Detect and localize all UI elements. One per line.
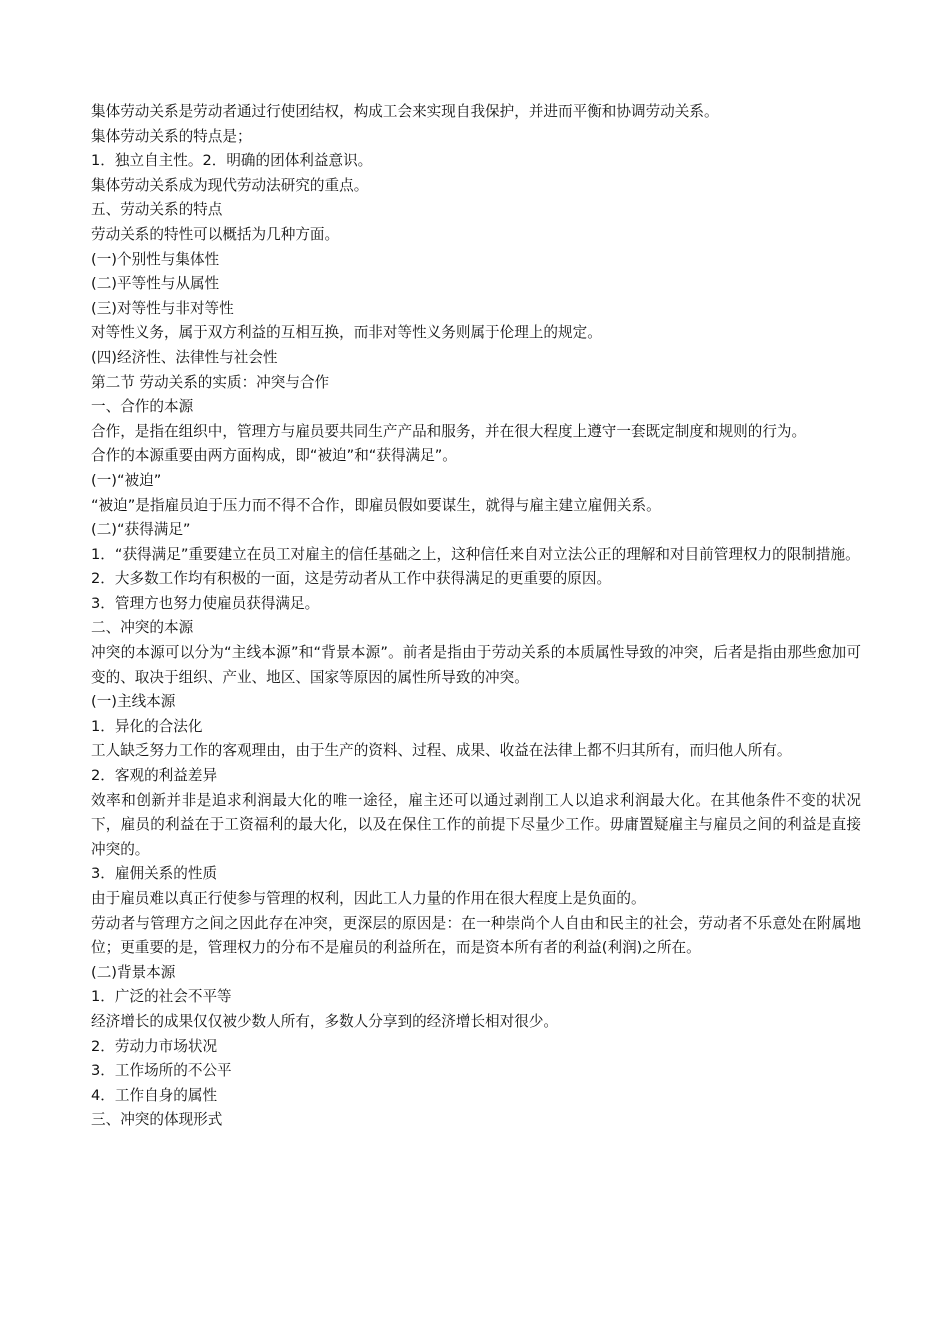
list-item: 2．大多数工作均有积极的一面，这是劳动者从工作中获得满足的更重要的原因。	[91, 570, 612, 588]
list-item: 2．客观的利益差异	[91, 767, 218, 785]
list-item: 2．劳动力市场状况	[91, 1037, 218, 1055]
section-heading: 二、冲突的本源	[91, 619, 194, 637]
list-item: 3．工作场所的不公平	[91, 1062, 232, 1080]
paragraph: 经济增长的成果仅仅被少数人所有，多数人分享到的经济增长相对很少。	[91, 1012, 559, 1030]
chapter-heading: 第二节 劳动关系的实质：冲突与合作	[91, 373, 330, 391]
subheading: (一)个别性与集体性	[91, 250, 220, 268]
list-item: 1．异化的合法化	[91, 717, 203, 735]
section-heading: 五、劳动关系的特点	[91, 201, 223, 219]
paragraph: 集体劳动关系的特点是；	[91, 127, 252, 145]
subheading: (四)经济性、法律性与社会性	[91, 348, 278, 366]
list-item: 3．管理方也努力使雇员获得满足。	[91, 594, 320, 612]
document-body	[91, 100, 861, 1133]
paragraph: 合作，是指在组织中，管理方与雇员要共同生产产品和服务，并在很大程度上遵守一套既定制度和规则的行为。	[91, 422, 807, 440]
paragraph: “被迫”是指雇员迫于压力而不得不合作，即雇员假如要谋生，就得与雇主建立雇佣关系。	[91, 496, 661, 514]
section-heading: 三、冲突的体现形式	[91, 1111, 223, 1129]
subheading: (二)“获得满足”	[91, 521, 191, 539]
paragraph: 工人缺乏努力工作的客观理由，由于生产的资料、过程、成果、收益在法律上都不归其所有，而归他人所有。	[91, 742, 792, 760]
list-item: 1．广泛的社会不平等	[91, 988, 232, 1006]
paragraph: 集体劳动关系成为现代劳动法研究的重点。	[91, 176, 369, 194]
section-heading: 一、合作的本源	[91, 398, 194, 416]
list-item: 4．工作自身的属性	[91, 1086, 218, 1104]
paragraph: 劳动关系的特性可以概括为几种方面。	[91, 225, 340, 243]
list-item: 3．雇佣关系的性质	[91, 865, 218, 883]
paragraph: 集体劳动关系是劳动者通过行使团结权，构成工会来实现自我保护，并进而平衡和协调劳动关系。	[91, 103, 719, 120]
subheading: (三)对等性与非对等性	[91, 299, 234, 317]
subheading: (二)背景本源	[91, 963, 176, 981]
paragraph: 由于雇员难以真正行使参与管理的权利，因此工人力量的作用在很大程度上是负面的。	[91, 890, 646, 907]
subheading: (一)“被迫”	[91, 471, 162, 489]
paragraph: 合作的本源重要由两方面构成，即“被迫”和“获得满足”。	[91, 447, 457, 465]
list-item: 1．独立自主性。2．明确的团体利益意识。	[91, 152, 373, 170]
subheading: (一)主线本源	[91, 693, 176, 711]
subheading: (二)平等性与从属性	[91, 275, 220, 293]
paragraph: 冲突的本源可以分为“主线本源”和“背景本源”。前者是指由于劳动关系的本质属性导致的冲突，后者是指由那些愈加可变的、取决于组织、产业、地区、国家等原因的属性所导致的冲突。	[91, 644, 861, 686]
paragraph: 效率和创新并非是追求利润最大化的唯一途径，雇主还可以通过剥削工人以追求利润最大化。在其他条件不变的状况下，雇员的利益在于工资福利的最大化，以及在保住工作的前提下尽量少工作。毋庸置疑雇主与雇员之间的利益是直接冲突的。	[91, 791, 861, 858]
list-item: 1．“获得满足”重要建立在员工对雇主的信任基础之上，这种信任来自对立法公正的理解和对目前管理权力的限制措施。	[91, 545, 860, 563]
paragraph: 劳动者与管理方之间之因此存在冲突，更深层的原因是：在一种崇尚个人自由和民主的社会，劳动者不乐意处在附属地位；更重要的是，管理权力的分布不是雇员的利益所在，而是资本所有者的利益(利润)之所在。	[91, 914, 861, 957]
paragraph: 对等性义务，属于双方利益的互相互换，而非对等性义务则属于伦理上的规定。	[91, 324, 602, 342]
